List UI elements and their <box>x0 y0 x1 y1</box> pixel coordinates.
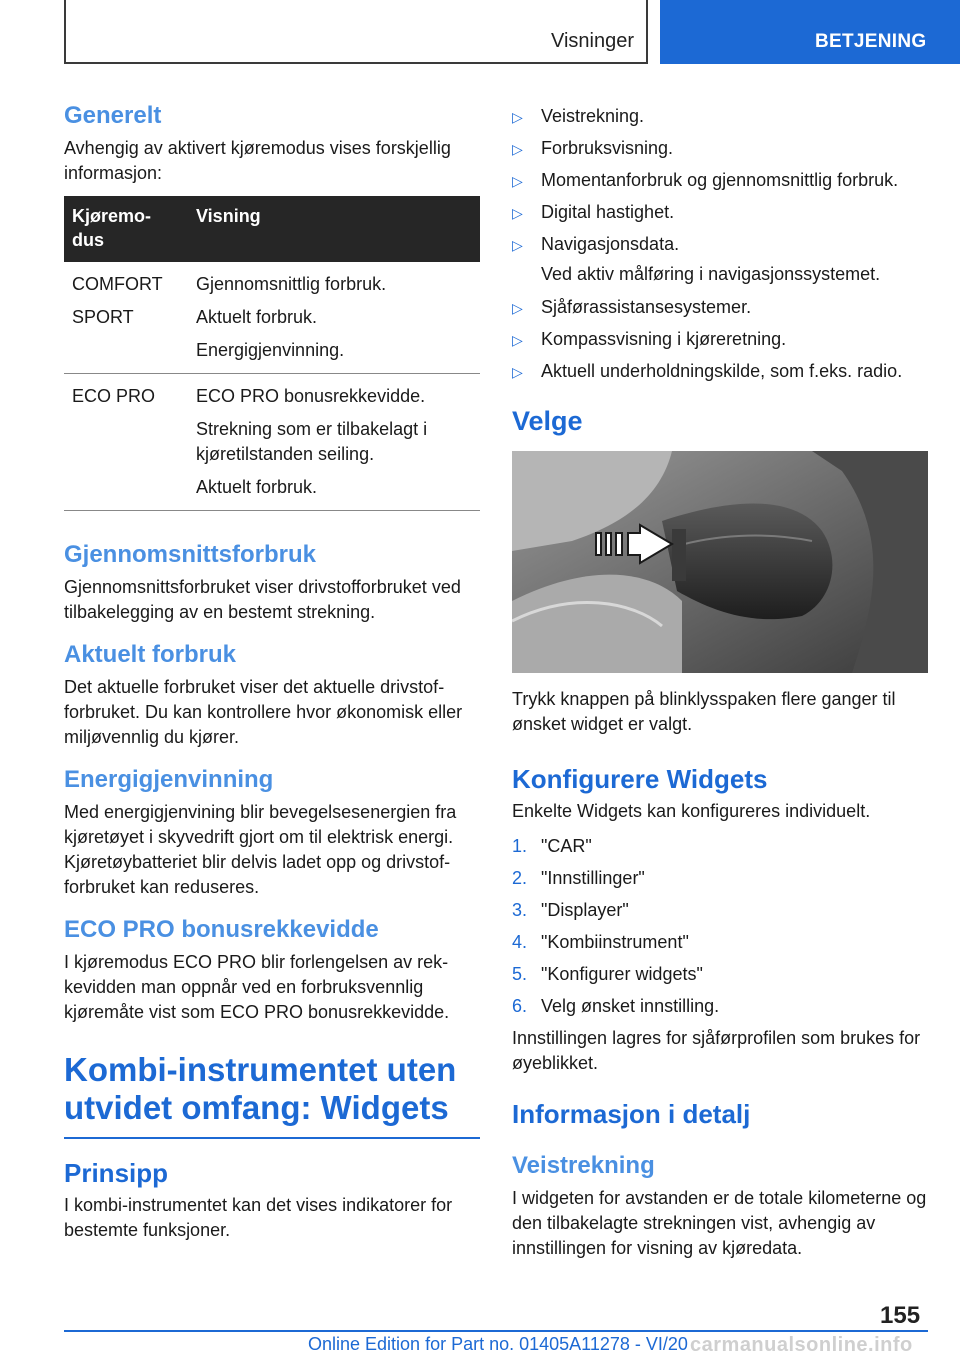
table-cell-modes <box>64 262 188 374</box>
display-label: ECO PRO bonusrekkevidde. <box>196 386 426 406</box>
list-item: ▷ Sjåførassistansesystemer. <box>512 295 928 320</box>
triangle-bullet-icon: ▷ <box>512 141 523 157</box>
display-label: Aktuelt forbruk. <box>196 477 318 497</box>
list-item: ▷ Digital hastighet. <box>512 200 928 225</box>
mode-label: ECO PRO <box>72 386 156 406</box>
heading-konfig: Konfigurere Widgets <box>512 764 768 794</box>
heading-detalj: Informasjon i detalj <box>512 1099 751 1129</box>
footer-divider <box>64 1330 928 1332</box>
display-label: Energigjenvinning. <box>196 340 345 360</box>
table-cell-displays <box>188 262 480 374</box>
page-number: 155 <box>880 1302 921 1329</box>
header-chapter-tab <box>660 0 960 64</box>
table-header-row <box>64 196 480 262</box>
mode-label: SPORT <box>72 307 134 327</box>
table-row <box>64 262 480 374</box>
config-steps <box>512 834 928 1019</box>
heading-veistrekning: Veistrekning <box>512 1152 655 1179</box>
chapter-title: Kombi-instrumentet uten utvidet omfang: Widgets <box>64 1051 480 1139</box>
nav-subline: Ved aktiv målføring i navigasjonssystemet. <box>541 264 881 284</box>
display-label: Aktuelt forbruk. <box>196 307 318 327</box>
table-cell-modes <box>64 374 188 511</box>
list-item: ▷ Momentanforbruk og gjennomsnittlig forbruk. <box>512 168 928 193</box>
watermark: carmanualsonline.info <box>690 1334 913 1356</box>
text-eco: I kjøremodus ECO PRO blir forlengelsen av rekkevidden man oppnår ved en forbruksvennlig kjøremåte vist som ECO PRO bonusrekkevidde. <box>64 952 450 1022</box>
display-label: Strekning som er tilbakelagt i kjøretilstanden seiling. <box>196 419 428 464</box>
list-item: 2. "Innstillinger" <box>512 868 645 888</box>
list-item: 1. "CAR" <box>512 836 592 856</box>
table-row <box>64 374 480 511</box>
display-label: Gjennomsnittlig forbruk. <box>196 274 387 294</box>
triangle-bullet-icon: ▷ <box>512 237 523 253</box>
text-velge: Trykk knappen på blinklysspaken flere ganger til ønsket widget er valgt. <box>512 689 896 734</box>
triangle-bullet-icon: ▷ <box>512 300 523 316</box>
heading-velge: Velge <box>512 406 583 436</box>
text-energi: Med energigjenvining blir bevegelsesenergien fra kjøretøyet i skyvedrift gjort om til elektrisk energi. Kjøretøybatteriet blir delvis ladet opp og drivstofforbruket kan reduseres. <box>64 802 457 897</box>
header-section-label: Visninger <box>550 30 634 52</box>
list-item: 6. Velg ønsket innstilling. <box>512 996 720 1016</box>
list-item: ▷ Forbruksvisning. <box>512 136 928 161</box>
text-veistrekning: I widgeten for avstanden er de totale kilometerne og den tilbakelagte strekningen vist, avhengig av innstillingen for visning av kjøredata. <box>512 1188 927 1258</box>
text-konfig: Enkelte Widgets kan konfigureres individuelt. <box>512 801 871 821</box>
triangle-bullet-icon: ▷ <box>512 205 523 221</box>
drive-mode-table <box>64 196 480 511</box>
footer-edition: Online Edition for Part no. 01405A11278 - VI/20 <box>308 1334 688 1354</box>
heading-generelt: Generelt <box>64 102 162 129</box>
turn-signal-lever-illustration <box>512 451 928 673</box>
header-chapter-label: BETJENING <box>815 31 927 52</box>
widget-list-continued <box>512 295 928 384</box>
list-item: ▷ Navigasjonsdata. <box>512 232 928 257</box>
header-section-tab <box>64 0 648 64</box>
table-header-display: Visning <box>188 196 480 262</box>
list-item: 3. "Displayer" <box>512 900 629 920</box>
heading-eco: ECO PRO bonusrekkevidde <box>64 916 379 943</box>
text-aktuelt: Det aktuelle forbruket viser det aktuelle drivstofforbruket. Du kan kontrollere hvor økonomisk eller miljøvennlig du kjører. <box>64 677 463 747</box>
list-item: ▷ Kompassvisning i kjøreretning. <box>512 327 928 352</box>
triangle-bullet-icon: ▷ <box>512 332 523 348</box>
mode-label: COMFORT <box>72 274 163 294</box>
list-item: ▷ Aktuell underholdningskilde, som f.eks. radio. <box>512 359 928 384</box>
triangle-bullet-icon: ▷ <box>512 109 523 125</box>
text-generelt: Avhengig av aktivert kjøremodus vises forskjellig informasjon: <box>64 138 451 183</box>
widget-list <box>512 104 928 257</box>
heading-aktuelt: Aktuelt forbruk <box>64 641 237 668</box>
text-prinsipp: I kombi-instrumentet kan det vises indikatorer for bestemte funksjoner. <box>64 1195 453 1240</box>
heading-energi: Energigjenvinning <box>64 766 274 793</box>
left-column <box>64 100 480 1243</box>
table-cell-displays <box>188 374 480 511</box>
heading-gjennomsnitt: Gjennomsnittsforbruk <box>64 541 317 568</box>
list-item: 5. "Konfigurer widgets" <box>512 964 703 984</box>
text-konfig-after: Innstillingen lagres for sjåførprofilen som brukes for øyeblikket. <box>512 1028 921 1073</box>
table-header-mode: Kjøremo-dus <box>64 196 188 262</box>
list-item: 4. "Kombiinstrument" <box>512 932 689 952</box>
right-column <box>512 104 928 1261</box>
triangle-bullet-icon: ▷ <box>512 173 523 189</box>
text-gjennomsnitt: Gjennomsnittsforbruket viser drivstofforbruket ved tilbakelegging av en bestemt strekning. <box>64 577 461 622</box>
list-item: ▷ Veistrekning. <box>512 104 928 129</box>
heading-prinsipp: Prinsipp <box>64 1158 169 1188</box>
triangle-bullet-icon: ▷ <box>512 364 523 380</box>
